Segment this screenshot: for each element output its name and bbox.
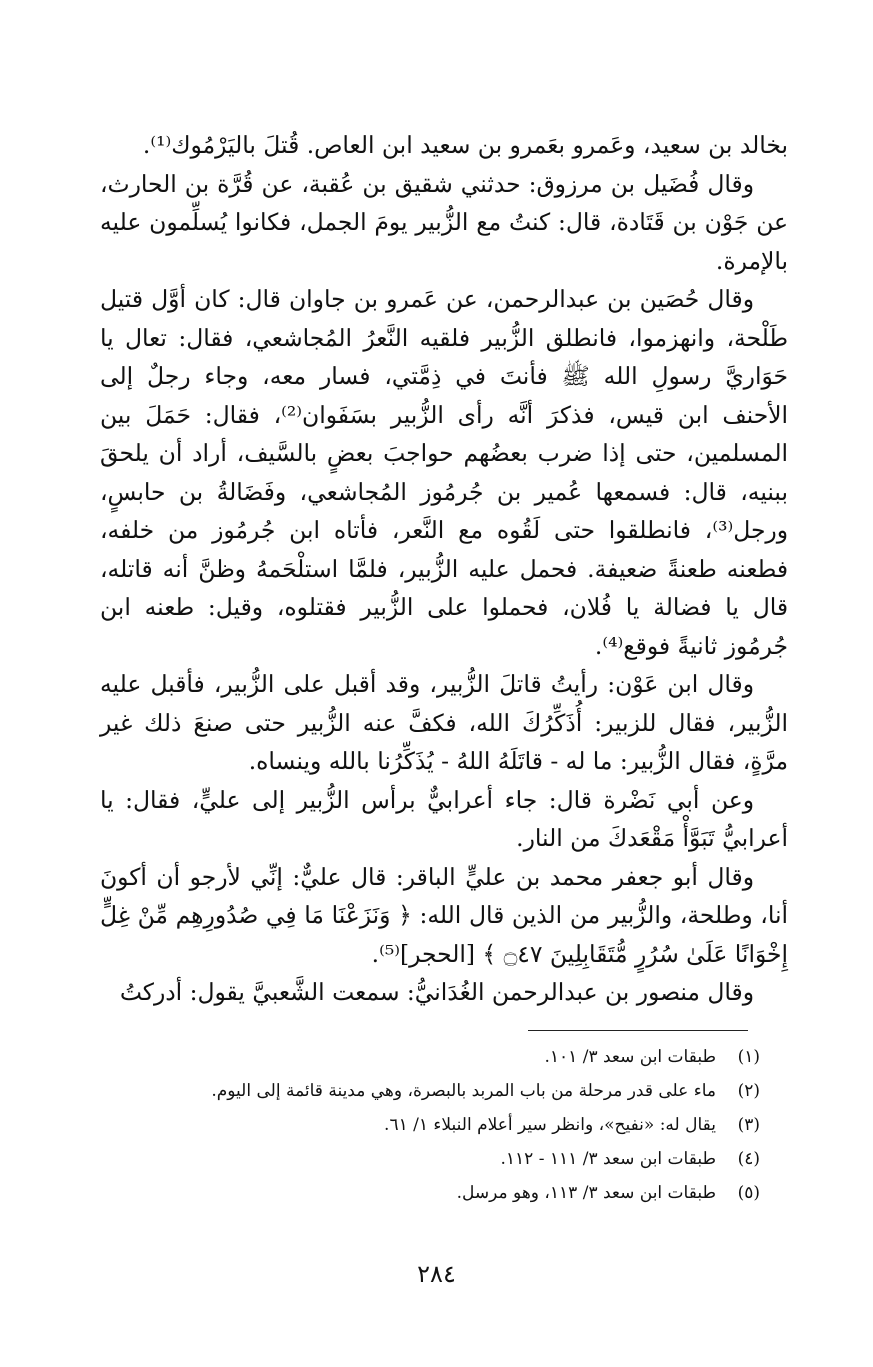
paragraph-6: وقال أبو جعفر محمد بن عليٍّ الباقر: قال عليٌّ: إنِّي لأرجو أن أكونَ أنا، وطلحة، والزُّبير من الذين قال الله: ﴿ وَنَزَعْنَا مَا فِي صُدُورِهِم مِّنْ غِلٍّ إِخْوَانًا عَلَىٰ سُرُرٍ مُّتَقَابِلِينَ ۝٤٧ ﴾ [الحجر]⁽⁵⁾.	[100, 862, 788, 968]
footnote-item	[100, 1074, 760, 1108]
paragraph-3: وقال حُصَين بن عبدالرحمن، عن عَمرو بن جاوان قال: كان أوَّل قتيل طَلْحة، وانهزموا، فانطلق الزُّبير فلقيه النَّعرُ المُجاشعي، فقال: تعال يا حَوَاريَّ رسولِ الله ﷺ فأنتَ في ذِمَّتي، فسار معه، وجاء رجلٌ إلى الأحنف ابن قيس، فذكرَ أنَّه رأى الزُّبير بسَفَوان⁽²⁾، فقال: حَمَلَ بين المسلمين، حتى إذا ضرب بعضُهم حواجبَ بعضٍ بالسَّيف، أراد أن يلحقَ ببنيه، قال: فسمعها عُمير بن جُرمُوز المُجاشعي، وفَضَالةُ بن حابسٍ، ورجل⁽³⁾، فانطلقوا حتى لَقُوه مع النَّعر، فأتاه ابن جُرمُوز من خلفه، فطعنه طعنةً ضعيفة. فحمل عليه الزُّبير، فلمَّا استلْحَمهُ وظنَّ أنه قاتله، قال يا فضالة يا فُلان، فحملوا على الزُّبير فقتلوه، وقيل: طعنه ابن جُرمُوز ثانيةً فوقع⁽⁴⁾.	[100, 285, 788, 660]
paragraph-7: وقال منصور بن عبدالرحمن الغُدَانيُّ: سمعت الشَّعبيَّ يقول: أدركتُ	[119, 978, 754, 1006]
footnotes-section	[100, 1040, 760, 1210]
footnote-text: طبقات ابن سعد ٣/ ١١٣، وهو مرسل.	[456, 1183, 716, 1203]
footnote-number: (٥)	[737, 1183, 760, 1203]
main-body-text	[100, 126, 788, 1012]
paragraph-1: بخالد بن سعيد، وعَمرو بعَمرو بن سعيد ابن العاص. قُتلَ باليَرْمُوك⁽¹⁾.	[142, 131, 788, 159]
footnote-number: (٢)	[737, 1081, 760, 1101]
footnote-item	[100, 1040, 760, 1074]
footnote-number: (٣)	[737, 1115, 760, 1135]
footnote-number: (١)	[737, 1047, 760, 1067]
footnote-text: يقال له: «نفيح»، وانظر سير أعلام النبلاء ١/ ٦١.	[384, 1115, 716, 1135]
paragraph-4: وقال ابن عَوْن: رأيتُ قاتلَ الزُّبير، وقد أقبل على الزُّبير، فأقبل عليه الزُّبير، فقال للزبير: أُذَكِّرُكَ الله، فكفَّ عنه الزُّبير حتى صنعَ ذلك غير مرَّةٍ، فقال الزُّبير: ما له - قاتَلَهُ اللهُ - يُذَكِّرُنا بالله وينساه.	[100, 670, 788, 775]
footnote-text: طبقات ابن سعد ٣/ ١٠١.	[544, 1047, 716, 1067]
footnote-text: ماء على قدر مرحلة من باب المربد بالبصرة، وهي مدينة قائمة إلى اليوم.	[211, 1081, 716, 1101]
footnote-divider	[528, 1030, 748, 1031]
footnote-number: (٤)	[737, 1149, 760, 1169]
footnote-item	[100, 1176, 760, 1210]
page-number: ٢٨٤	[417, 1260, 456, 1288]
footnote-text: طبقات ابن سعد ٣/ ١١١ - ١١٢.	[500, 1149, 716, 1169]
paragraph-2: وقال فُضَيل بن مرزوق: حدثني شقيق بن عُقبة، عن قُرَّة بن الحارث، عن جَوْن بن قَتَادة، قال: كنتُ مع الزُّبير يومَ الجمل، فكانوا يُسلِّمون عليه بالإمرة.	[100, 169, 788, 275]
footnote-item	[100, 1142, 760, 1176]
paragraph-5: وعن أبي نَضْرة قال: جاء أعرابيٌّ برأس الزُّبير إلى عليٍّ، فقال: يا أعرابيُّ تَبَوَّأْ مَقْعَدكَ من النار.	[100, 785, 788, 852]
footnote-item	[100, 1108, 760, 1142]
